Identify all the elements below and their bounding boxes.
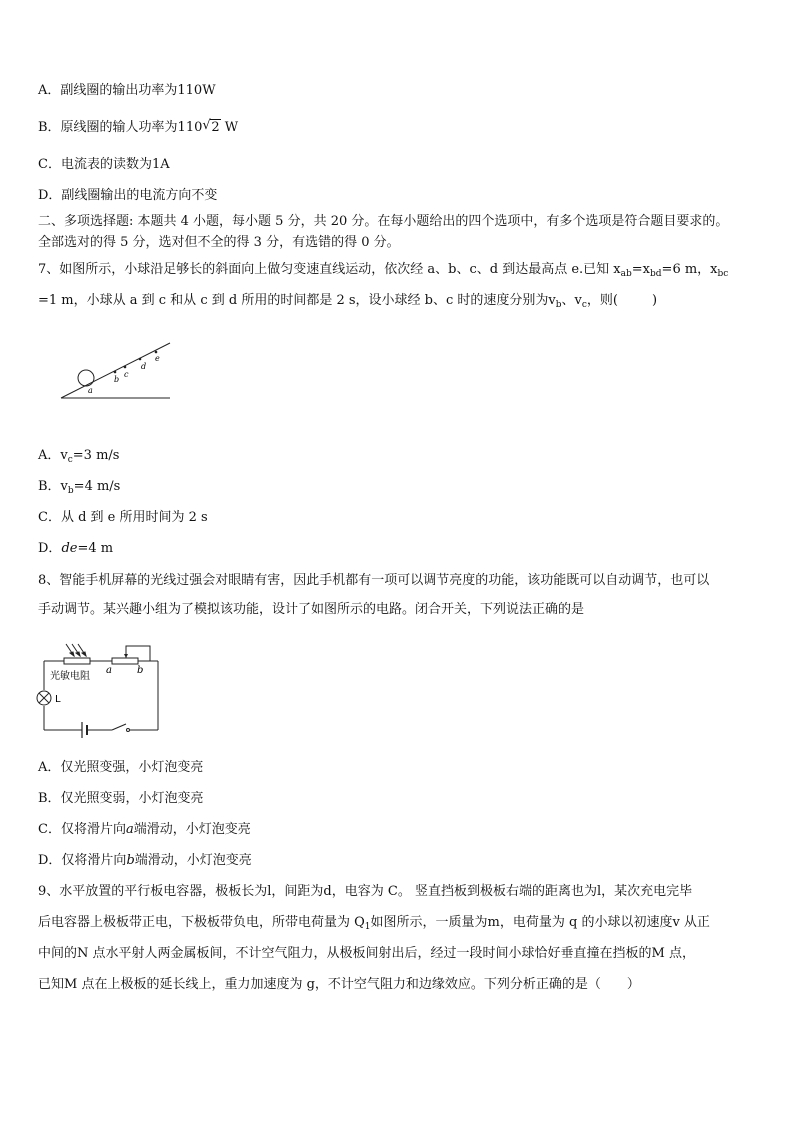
label-c: c <box>124 370 129 379</box>
q8-option-b: B．仅光照变弱，小灯泡变亮 <box>38 791 204 806</box>
sqrt-symbol: √ 2 <box>202 118 220 135</box>
q9-stem-line3: 中间的N 点水平射人两金属板间，不计空气阻力，从极板间射出后，经过一段时间小球恰好垂直撞在挡板的M 点， <box>38 946 695 961</box>
q7-option-a: A．$v_c=3$ m/s <box>38 448 120 465</box>
q6-option-c: C．电流表的读数为1A <box>38 157 170 172</box>
incline-line <box>61 343 170 398</box>
switch <box>112 724 126 730</box>
label-d: d <box>141 362 147 371</box>
ball <box>78 370 94 386</box>
section-2-heading-line2: 全部选对的得 5 分，选对但不全的得 3 分，有选错的得 0 分。 <box>38 235 400 250</box>
label-a: a <box>88 386 93 395</box>
rheostat-a-label: a <box>106 665 112 676</box>
q8-stem-line1: 8、智能手机屏幕的光线过强会对眼睛有害，因此手机都有一项可以调节亮度的功能，该功能既可以自动调节，也可以 <box>38 573 710 588</box>
lamp-label: L <box>55 694 61 705</box>
q7-stem-line1: 7、如图所示，小球沿足够长的斜面向上做匀变速直线运动，依次经 a、b、c、d 到达最高点 e.已知 $x_{ab}=x_{bd}=6$ m，$x_{bc}$ <box>38 262 729 279</box>
q8-stem-line2: 手动调节。某兴趣小组为了模拟该功能，设计了如图所示的电路。闭合开关，下列说法正确的是 <box>38 602 585 617</box>
section-2-heading-line1: 二、多项选择题: 本题共 4 小题，每小题 5 分，共 20 分。在每小题给出的四个选项中，有多个选项是符合题目要求的。 <box>38 214 729 229</box>
photoresistor-label: 光敏电阻 <box>50 671 90 682</box>
q8-option-c: C．仅将滑片向a端滑动，小灯泡变亮 <box>38 822 251 837</box>
q9-stem-line1: 9、水平放置的平行板电容器，极板长为l，间距为d，电容为 C。 竖直挡板到极板右端的距离也为l，某次充电完毕 <box>38 884 693 899</box>
q8-option-a: A．仅光照变强，小灯泡变亮 <box>38 760 204 775</box>
photoresistor <box>64 658 90 664</box>
q9-stem-line4: 已知M 点在上极板的延长线上，重力加速度为 g，不计空气阻力和边缘效应。下列分析正确的是（ ） <box>38 977 640 992</box>
q8-option-d: D．仅将滑片向b端滑动，小灯泡变亮 <box>38 853 252 868</box>
q9-stem-line2: 后电容器上极板带正电，下极板带负电，所带电荷量为 $Q_1$如图所示，一质量为m，电荷量为 q 的小球以初速度v 从正 <box>38 915 710 932</box>
q8-circuit-figure <box>36 640 166 750</box>
label-b: b <box>114 375 120 384</box>
rheostat-b-label: b <box>137 665 144 676</box>
rheostat <box>112 658 138 664</box>
q7-option-b: B．$v_b=4$ m/s <box>38 479 121 496</box>
label-e: e <box>155 354 160 363</box>
q7-option-c: C．从 d 到 e 所用时间为 2 s <box>38 510 208 525</box>
q7-stem-line2: =1 m，小球从 a 到 c 和从 c 到 d 所用的时间都是 2 s，设小球经 b、c 时的速度分别为$v_b$、$v_c$，则( ) <box>38 293 658 310</box>
q7-option-d: D．de=4 m <box>38 541 114 556</box>
light-arrows-icon <box>66 644 86 656</box>
q6-option-d: D．副线圈输出的电流方向不变 <box>38 188 218 203</box>
q6-option-a: A．副线圈的输出功率为110W <box>38 83 216 98</box>
q6-option-b: B．原线圈的输人功率为110 √ 2 W <box>38 118 239 135</box>
q7-incline-figure <box>55 335 185 405</box>
